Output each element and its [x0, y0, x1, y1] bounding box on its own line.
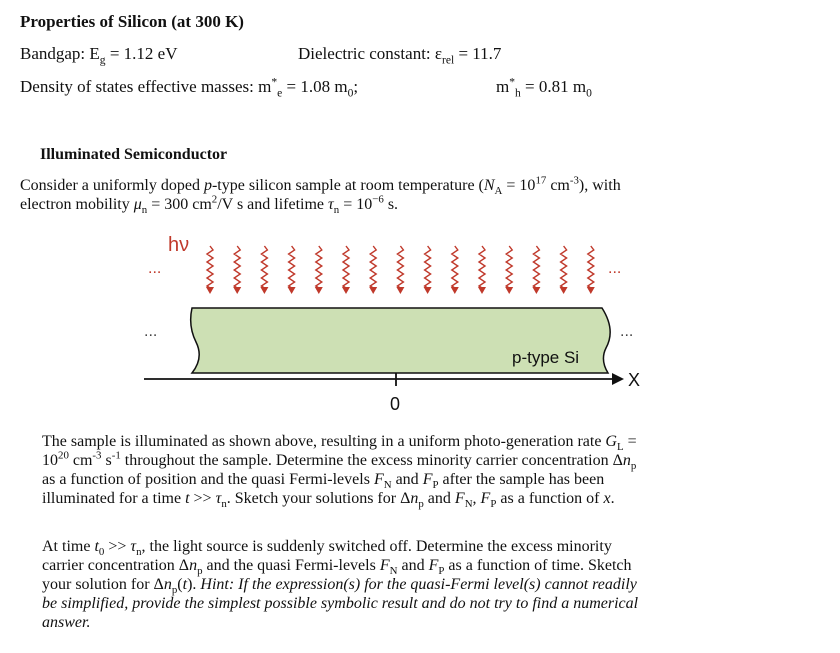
photon-arrowhead: [288, 287, 296, 294]
question-transient: At time $t_0 >> \tau_n$, the light source is suddenly switched off. Determine the excess minority carrier concentration $\Delta n_p$ and the quasi Fermi-levels $F_N$ and $F_P$ as a function of time. Sketch your solution for $\Delta n_p(t)$. Hint: If the expression(s) for the quasi-Fermi level(s) cannot readily be simplified, provide the simplest possible symbolic result and do not try to find a numerical answer.: [42, 538, 639, 631]
photon-wave: [452, 246, 458, 288]
photon-wave: [343, 246, 349, 288]
photon-arrowhead: [396, 287, 404, 294]
photon-wave: [533, 246, 539, 288]
mh-line: [496, 75, 592, 100]
dielectric-sub: rel: [442, 53, 455, 67]
sample-label: p-type Si: [512, 348, 580, 367]
x-axis-arrow: [612, 373, 624, 385]
mh-label: m: [496, 77, 510, 96]
photon-arrowhead: [451, 287, 459, 294]
me-unit-sub: 0: [347, 86, 354, 100]
mh-value: = 0.81 m: [520, 77, 587, 96]
photon-wave: [397, 246, 403, 288]
dots-left-mid: ...: [144, 323, 158, 340]
photon-arrowhead: [587, 287, 595, 294]
photon-wave: [370, 246, 376, 288]
hv-label: hν: [168, 234, 190, 256]
illumination-figure: [130, 228, 660, 413]
section-title: Illuminated Semiconductor: [40, 146, 228, 163]
photon-wave: [588, 246, 594, 288]
photon-wave: [479, 246, 485, 288]
bandgap-line: [20, 44, 178, 67]
photon-arrowhead: [424, 287, 432, 294]
photon-arrowhead: [560, 287, 568, 294]
origin-label: 0: [390, 394, 401, 413]
page-title: Properties of Silicon (at 300 K): [20, 12, 244, 31]
photon-arrowhead: [233, 287, 241, 294]
photon-wave: [316, 246, 322, 288]
photon-arrowhead: [342, 287, 350, 294]
photon-arrowhead: [532, 287, 540, 294]
dots-left-top: ...: [148, 260, 162, 277]
photon-wave: [207, 246, 213, 288]
photon-arrowhead: [505, 287, 513, 294]
dos-label: Density of states effective masses: m: [20, 77, 272, 96]
me-sub: e: [277, 86, 283, 100]
photon-wave: [506, 246, 512, 288]
mh-sup: *: [509, 75, 516, 89]
dielectric-label: Dielectric constant: ε: [298, 44, 443, 63]
photon-arrowhead: [478, 287, 486, 294]
dos-line: [20, 75, 359, 100]
dielectric-line: [298, 44, 502, 67]
bandgap-label: Bandgap: E: [20, 44, 100, 63]
dots-right-top: ...: [608, 260, 622, 277]
mh-sub: h: [515, 86, 521, 100]
photon-wave: [561, 246, 567, 288]
photon-wave: [261, 246, 267, 288]
dots-right-mid: ...: [620, 323, 634, 340]
photon-wave: [234, 246, 240, 288]
me-sep: ;: [353, 77, 359, 96]
photon-arrowhead: [260, 287, 268, 294]
photon-arrowhead: [315, 287, 323, 294]
me-value: = 1.08 m: [282, 77, 348, 96]
x-axis-label: X: [628, 370, 641, 390]
photon-wave: [289, 246, 295, 288]
me-sup: *: [271, 75, 278, 89]
photon-arrowhead: [369, 287, 377, 294]
photon-wave: [425, 246, 431, 288]
bandgap-value: = 1.12 eV: [105, 44, 178, 63]
photon-arrowhead: [206, 287, 214, 294]
problem-intro: Consider a uniformly doped p-type silicon sample at room temperature ($N_A = 10^{17}$ $cm^{-3}$), with electron mobility $\mu_n = 300$ $cm^2/V$ s and lifetime $\tau_n = 10^{-6}$ s.: [20, 174, 621, 217]
bandgap-sub: g: [99, 53, 106, 67]
question-steady-state: The sample is illuminated as shown above, resulting in a uniform photo-generation rate $G_L$ = $10^{20}$ $cm^{-3}$ $s^{-1}$ throughout the sample. Determine the excess minority carrier concentration $\Delta n_p$ as a function of position and the quasi Fermi-levels $F_N$ and $F_P$ after the sample has been illuminated for a time $t >> \tau_n$. Sketch your solutions for $\Delta n_p$ and $F_N$, $F_P$ as a function of x.: [42, 433, 637, 511]
mh-unit-sub: 0: [586, 86, 592, 100]
photon-waves: [206, 246, 595, 294]
dielectric-value: = 11.7: [454, 44, 502, 63]
